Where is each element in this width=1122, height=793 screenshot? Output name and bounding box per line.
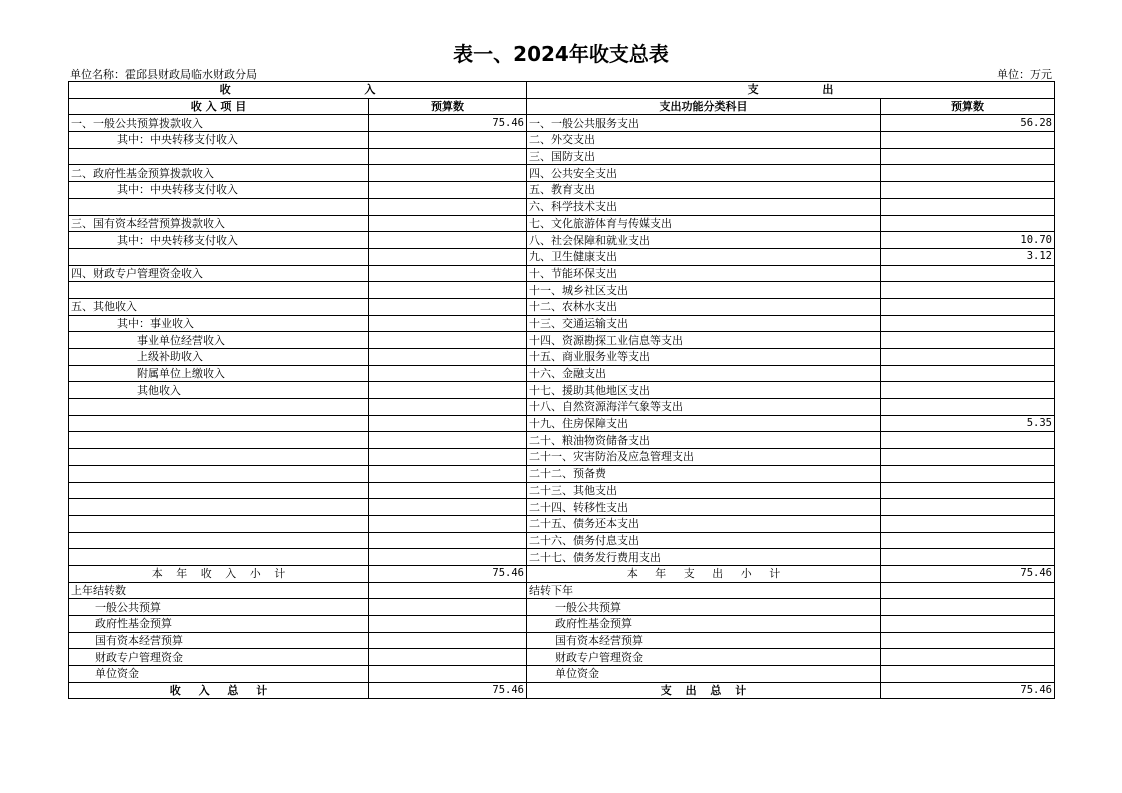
expense-budget-cell: [881, 432, 1055, 449]
income-budget-cell: [369, 248, 527, 265]
expense-budget-cell: 56.28: [881, 115, 1055, 132]
expense-budget-cell: [881, 298, 1055, 315]
column-header-row: [69, 98, 1055, 115]
carry-row: [69, 649, 1055, 666]
income-item-cell: [69, 282, 369, 299]
expense-total-value: 75.46: [881, 682, 1055, 699]
income-budget-cell: [369, 198, 527, 215]
carry-expense-value: [881, 649, 1055, 666]
income-item-cell: [69, 148, 369, 165]
expense-budget-cell: 5.35: [881, 415, 1055, 432]
expense-budget-cell: [881, 365, 1055, 382]
expense-item-cell: 二十三、其他支出: [527, 482, 881, 499]
income-item-cell: 五、其他收入: [69, 298, 369, 315]
expense-item-cell: 十二、农林水支出: [527, 298, 881, 315]
expense-budget-cell: [881, 265, 1055, 282]
income-item-cell: 四、财政专户管理资金收入: [69, 265, 369, 282]
expense-item-cell: 五、教育支出: [527, 182, 881, 199]
expense-budget-cell: [881, 482, 1055, 499]
income-item-cell: 一、一般公共预算拨款收入: [69, 115, 369, 132]
expense-item-cell: 十五、商业服务业等支出: [527, 349, 881, 366]
expense-budget-cell: [881, 198, 1055, 215]
income-budget-cell: [369, 515, 527, 532]
page-title: 表一、2024年收支总表: [453, 42, 669, 66]
income-budget-cell: 75.46: [369, 115, 527, 132]
income-item-cell: [69, 532, 369, 549]
income-budget-cell: [369, 315, 527, 332]
table-body: [69, 82, 1055, 699]
expense-item-cell: 三、国防支出: [527, 148, 881, 165]
income-total-label: 收 入 总 计: [69, 682, 369, 699]
expense-item-cell: 八、社会保障和就业支出: [527, 232, 881, 249]
carry-expense-cell: 政府性基金预算: [527, 616, 881, 633]
table-row: [69, 215, 1055, 232]
expense-budget-cell: [881, 132, 1055, 149]
table-row: [69, 298, 1055, 315]
budget-table: [68, 81, 1055, 699]
income-budget-cell: [369, 349, 527, 366]
expense-item-cell: 十七、援助其他地区支出: [527, 382, 881, 399]
unit-name: 单位名称：霍邱县财政局临水财政分局: [70, 68, 257, 81]
income-budget-cell: [369, 549, 527, 566]
table-row: [69, 165, 1055, 182]
expense-budget-cell: [881, 315, 1055, 332]
income-budget-cell: [369, 232, 527, 249]
income-item-cell: [69, 482, 369, 499]
income-budget-cell: [369, 532, 527, 549]
unit-label: 单位：万元: [997, 68, 1052, 81]
table-row: [69, 499, 1055, 516]
income-subtotal-label: 本 年 收 入 小 计: [69, 565, 369, 582]
expense-item-cell: 十三、交通运输支出: [527, 315, 881, 332]
carry-income-cell: 上年结转数: [69, 582, 369, 599]
income-subtotal-value: 75.46: [369, 565, 527, 582]
expense-item-cell: 十四、资源勘探工业信息等支出: [527, 332, 881, 349]
income-item-cell: 其中：中央转移支付收入: [69, 232, 369, 249]
expense-item-cell: 二十四、转移性支出: [527, 499, 881, 516]
expense-budget-cell: [881, 332, 1055, 349]
income-budget-cell: [369, 465, 527, 482]
income-item-cell: [69, 515, 369, 532]
income-budget-cell: [369, 415, 527, 432]
table-row: [69, 248, 1055, 265]
table-row: [69, 232, 1055, 249]
table-row: [69, 532, 1055, 549]
expense-budget-cell: [881, 449, 1055, 466]
expense-budget-cell: 10.70: [881, 232, 1055, 249]
table-row: [69, 182, 1055, 199]
table-row: [69, 432, 1055, 449]
carry-income-value: [369, 616, 527, 633]
income-item-cell: 其中：中央转移支付收入: [69, 132, 369, 149]
carry-expense-value: [881, 632, 1055, 649]
expense-item-cell: 十、节能环保支出: [527, 265, 881, 282]
income-budget-cell: [369, 365, 527, 382]
expense-item-cell: 七、文化旅游体育与传媒支出: [527, 215, 881, 232]
income-item-cell: [69, 198, 369, 215]
expense-budget-cell: [881, 349, 1055, 366]
expense-budget-cell: 3.12: [881, 248, 1055, 265]
expense-item-cell: 二十五、债务还本支出: [527, 515, 881, 532]
expense-budget-cell: [881, 465, 1055, 482]
income-budget-cell: [369, 499, 527, 516]
expense-total-label: 支 出 总 计: [527, 682, 881, 699]
table-row: [69, 332, 1055, 349]
table-row: [69, 132, 1055, 149]
income-item-cell: [69, 465, 369, 482]
expense-budget-cell: [881, 148, 1055, 165]
expense-budget-cell: [881, 549, 1055, 566]
carry-income-cell: 单位资金: [69, 666, 369, 683]
section-header-row: [69, 82, 1055, 99]
subtotal-row: [69, 565, 1055, 582]
carry-income-value: [369, 666, 527, 683]
expense-budget-cell: [881, 165, 1055, 182]
expense-item-cell: 十六、金融支出: [527, 365, 881, 382]
income-budget-cell: [369, 382, 527, 399]
table-row: [69, 315, 1055, 332]
expense-item-cell: 二十二、预备费: [527, 465, 881, 482]
income-budget-cell: [369, 332, 527, 349]
expense-budget-header: 预算数: [881, 98, 1055, 115]
carry-income-cell: 国有资本经营预算: [69, 632, 369, 649]
income-item-cell: 上级补助收入: [69, 349, 369, 366]
income-budget-cell: [369, 298, 527, 315]
carry-expense-cell: 国有资本经营预算: [527, 632, 881, 649]
expense-section-header: 支 出: [527, 82, 1055, 99]
carry-income-value: [369, 649, 527, 666]
income-budget-cell: [369, 449, 527, 466]
table-row: [69, 198, 1055, 215]
expense-budget-cell: [881, 382, 1055, 399]
income-item-cell: 其中：事业收入: [69, 315, 369, 332]
carry-expense-value: [881, 582, 1055, 599]
income-item-cell: [69, 248, 369, 265]
expense-item-cell: 二、外交支出: [527, 132, 881, 149]
income-item-cell: 其中：中央转移支付收入: [69, 182, 369, 199]
income-section-header: 收 入: [69, 82, 527, 99]
income-item-cell: 三、国有资本经营预算拨款收入: [69, 215, 369, 232]
income-budget-cell: [369, 265, 527, 282]
table-row: [69, 365, 1055, 382]
income-item-cell: 附属单位上缴收入: [69, 365, 369, 382]
carry-row: [69, 632, 1055, 649]
table-row: [69, 549, 1055, 566]
carry-expense-cell: 财政专户管理资金: [527, 649, 881, 666]
table-row: [69, 465, 1055, 482]
expense-item-cell: 二十一、灾害防治及应急管理支出: [527, 449, 881, 466]
expense-subtotal-label: 本 年 支 出 小 计: [527, 565, 881, 582]
expense-item-header: 支出功能分类科目: [527, 98, 881, 115]
income-total-value: 75.46: [369, 682, 527, 699]
carry-row: [69, 582, 1055, 599]
expense-item-cell: 二十六、债务付息支出: [527, 532, 881, 549]
income-budget-cell: [369, 432, 527, 449]
expense-item-cell: 二十七、债务发行费用支出: [527, 549, 881, 566]
income-budget-cell: [369, 282, 527, 299]
carry-expense-value: [881, 666, 1055, 683]
carry-income-cell: 财政专户管理资金: [69, 649, 369, 666]
table-row: [69, 399, 1055, 416]
income-item-cell: [69, 549, 369, 566]
expense-budget-cell: [881, 282, 1055, 299]
expense-item-cell: 四、公共安全支出: [527, 165, 881, 182]
expense-budget-cell: [881, 515, 1055, 532]
expense-budget-cell: [881, 182, 1055, 199]
expense-subtotal-value: 75.46: [881, 565, 1055, 582]
expense-budget-cell: [881, 532, 1055, 549]
carry-income-value: [369, 599, 527, 616]
table-row: [69, 382, 1055, 399]
income-budget-cell: [369, 132, 527, 149]
expense-item-cell: 一、一般公共服务支出: [527, 115, 881, 132]
income-item-cell: [69, 499, 369, 516]
income-item-cell: 事业单位经营收入: [69, 332, 369, 349]
income-item-cell: 其他收入: [69, 382, 369, 399]
carry-expense-cell: 结转下年: [527, 582, 881, 599]
carry-income-cell: 一般公共预算: [69, 599, 369, 616]
income-item-header: 收 入 项 目: [69, 98, 369, 115]
carry-row: [69, 616, 1055, 633]
carry-income-value: [369, 632, 527, 649]
expense-budget-cell: [881, 499, 1055, 516]
expense-item-cell: 十九、住房保障支出: [527, 415, 881, 432]
income-budget-cell: [369, 215, 527, 232]
income-budget-cell: [369, 165, 527, 182]
expense-item-cell: 十八、自然资源海洋气象等支出: [527, 399, 881, 416]
expense-item-cell: 六、科学技术支出: [527, 198, 881, 215]
income-budget-cell: [369, 482, 527, 499]
carry-expense-value: [881, 616, 1055, 633]
table-row: [69, 415, 1055, 432]
expense-item-cell: 二十、粮油物资储备支出: [527, 432, 881, 449]
table-row: [69, 265, 1055, 282]
expense-item-cell: 九、卫生健康支出: [527, 248, 881, 265]
carry-row: [69, 666, 1055, 683]
table-row: [69, 115, 1055, 132]
carry-row: [69, 599, 1055, 616]
income-budget-cell: [369, 399, 527, 416]
table-row: [69, 148, 1055, 165]
table-row: [69, 449, 1055, 466]
total-row: [69, 682, 1055, 699]
income-budget-cell: [369, 148, 527, 165]
expense-budget-cell: [881, 399, 1055, 416]
table-row: [69, 349, 1055, 366]
carry-expense-cell: 单位资金: [527, 666, 881, 683]
income-item-cell: [69, 415, 369, 432]
income-item-cell: [69, 399, 369, 416]
carry-income-cell: 政府性基金预算: [69, 616, 369, 633]
table-row: [69, 482, 1055, 499]
carry-income-value: [369, 582, 527, 599]
carry-expense-value: [881, 599, 1055, 616]
income-item-cell: 二、政府性基金预算拨款收入: [69, 165, 369, 182]
income-item-cell: [69, 432, 369, 449]
table-row: [69, 515, 1055, 532]
table-row: [69, 282, 1055, 299]
income-budget-cell: [369, 182, 527, 199]
expense-budget-cell: [881, 215, 1055, 232]
carry-expense-cell: 一般公共预算: [527, 599, 881, 616]
income-budget-header: 预算数: [369, 98, 527, 115]
income-item-cell: [69, 449, 369, 466]
expense-item-cell: 十一、城乡社区支出: [527, 282, 881, 299]
